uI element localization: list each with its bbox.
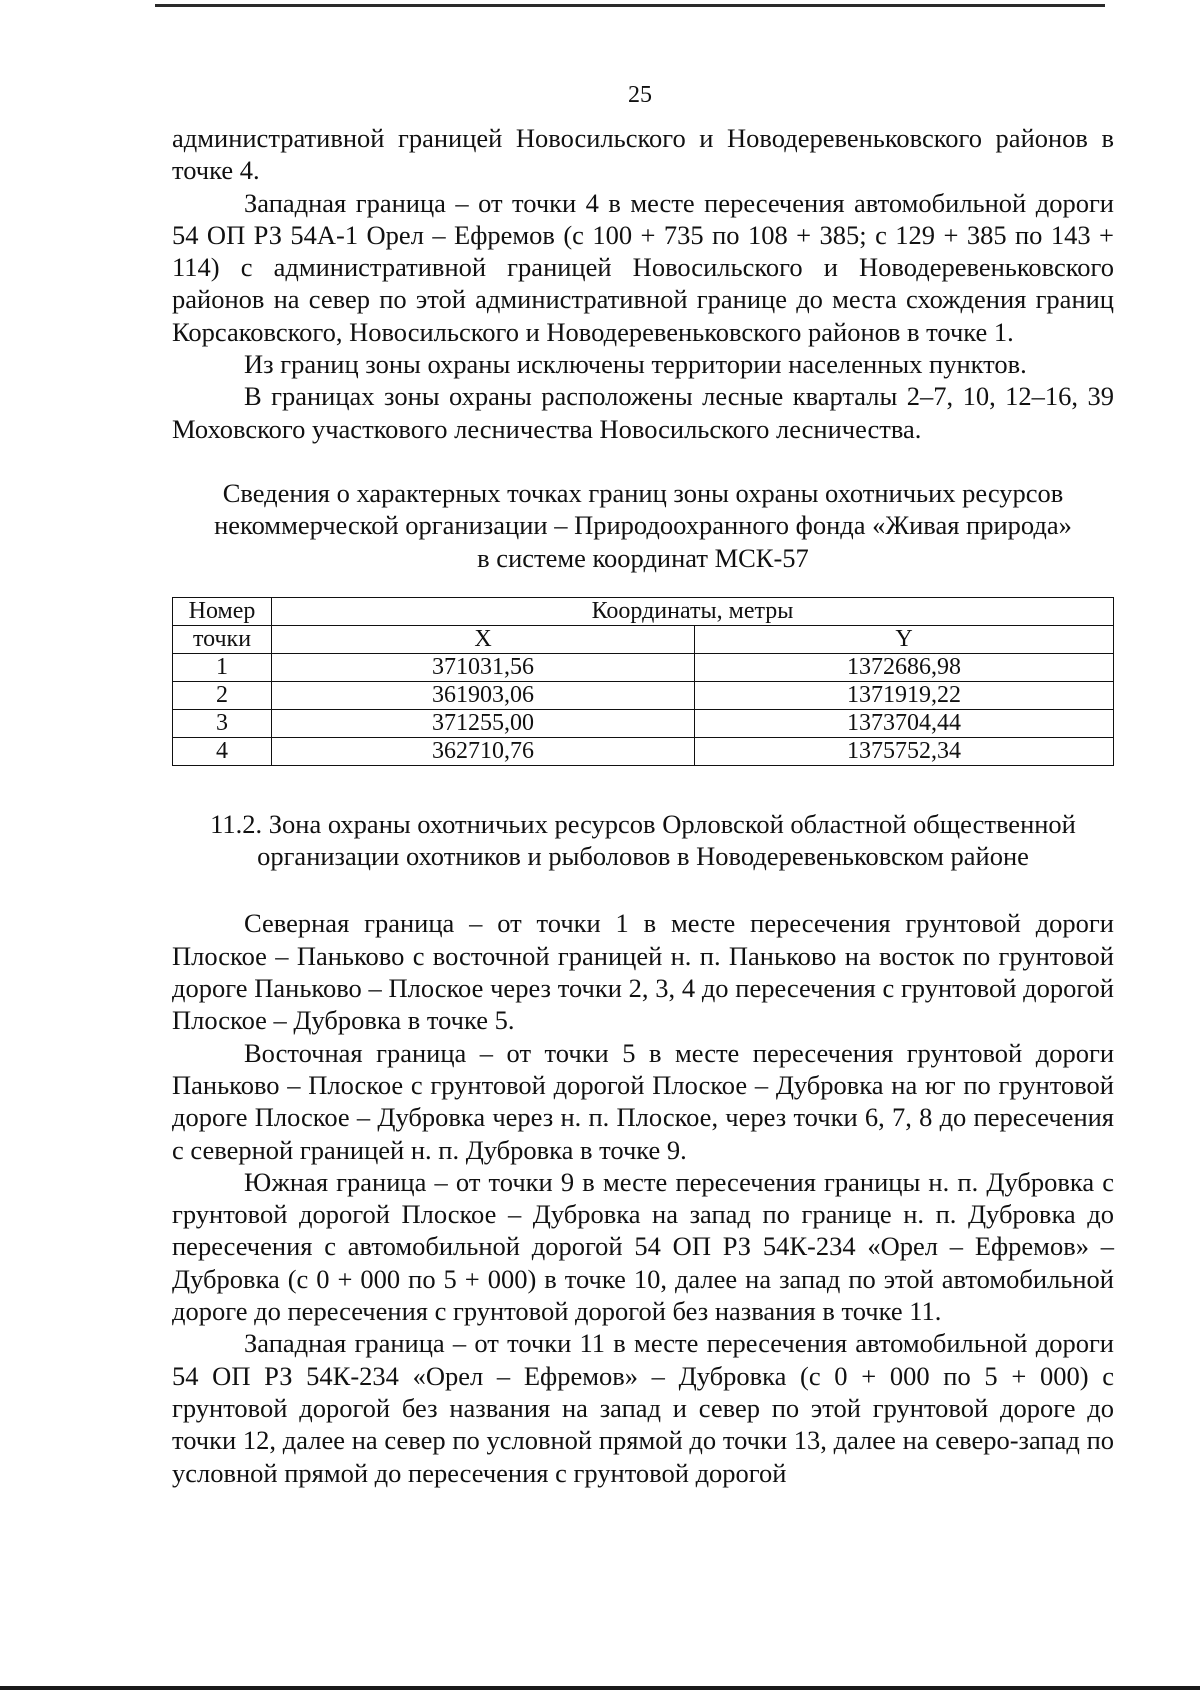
coordinates-table xyxy=(172,597,1114,766)
cell-y: 1375752,34 xyxy=(695,737,1114,765)
table-row xyxy=(173,681,1114,709)
cell-point-number: 4 xyxy=(173,737,272,765)
section-heading-line: организации охотников и рыболовов в Новодеревеньковском районе xyxy=(257,841,1029,872)
table-row xyxy=(173,737,1114,765)
bottom-scan-border xyxy=(0,1686,1200,1690)
table-header-row xyxy=(173,597,1114,625)
cell-x: 371031,56 xyxy=(272,653,695,681)
cell-x: 362710,76 xyxy=(272,737,695,765)
paragraph-southern-border: Южная граница – от точки 9 в месте пересечения границы н. п. Дубровка с грунтовой дорогой Плоское – Дубровка на запад по границе н. п. Дубровка до пересечения с автомобильной дорогой 54 ОП РЗ 54К-234 «Орел – Ефремов» – Дубровка (с 0 + 000 по 5 + 000) в точке 10, далее на запад по этой автомобильной дороге до пересечения с грунтовой дорогой без названия в точке 11. xyxy=(172,1166,1114,1327)
section-heading-line: 11.2. Зона охраны охотничьих ресурсов Орловской областной общественной xyxy=(210,808,1076,839)
top-scan-border xyxy=(155,4,1105,7)
cell-y: 1373704,44 xyxy=(695,709,1114,737)
paragraph-western-border: Западная граница – от точки 4 в месте пересечения автомобильной дороги 54 ОП РЗ 54А-1 Орел – Ефремов (с 100 + 735 по 108 + 385; с 129 + 385 по 143 + 114) с административной границей Новосильского и Новодеревеньковского районов на север по этой административной границе до места схождения границ Корсаковского, Новосильского и Новодеревеньковского районов в точке 1. xyxy=(172,187,1114,347)
header-point-number: Номер xyxy=(173,597,272,625)
cell-point-number: 3 xyxy=(173,709,272,737)
paragraph-forest-quarters: В границах зоны охраны расположены лесные кварталы 2–7, 10, 12–16, 39 Моховского участкового лесничества Новосильского лесничества. xyxy=(172,381,1114,444)
cell-x: 361903,06 xyxy=(272,681,695,709)
paragraph-exclusions: Из границ зоны охраны исключены территории населенных пунктов. xyxy=(244,349,1027,380)
paragraph-continuation: административной границей Новосильского и Новодеревеньковского районов в точке 4. xyxy=(172,123,1114,186)
section-heading xyxy=(172,808,1114,873)
table-heading-line: некоммерческой организации – Природоохранного фонда «Живая природа» xyxy=(214,510,1072,541)
table-header-row xyxy=(173,625,1114,653)
table-heading-line: Сведения о характерных точках границ зоны охраны охотничьих ресурсов xyxy=(222,477,1064,508)
cell-point-number: 2 xyxy=(173,681,272,709)
table-heading-line: в системе координат МСК-57 xyxy=(477,542,809,573)
document-body xyxy=(172,122,1114,1489)
header-y: Y xyxy=(695,625,1114,653)
table-heading xyxy=(172,477,1114,574)
header-x: X xyxy=(272,625,695,653)
cell-x: 371255,00 xyxy=(272,709,695,737)
header-coordinates: Координаты, метры xyxy=(272,597,1114,625)
cell-y: 1371919,22 xyxy=(695,681,1114,709)
cell-point-number: 1 xyxy=(173,653,272,681)
page-number: 25 xyxy=(628,82,652,108)
table-row xyxy=(173,709,1114,737)
paragraph-eastern-border: Восточная граница – от точки 5 в месте пересечения грунтовой дороги Паньково – Плоское с грунтовой дорогой Плоское – Дубровка на юг по грунтовой дороге Плоское – Дубровка через н. п. Плоское, через точки 6, 7, 8 до пересечения с северной границей н. п. Дубровка в точке 9. xyxy=(172,1037,1114,1165)
cell-y: 1372686,98 xyxy=(695,653,1114,681)
paragraph-northern-border: Северная граница – от точки 1 в месте пересечения грунтовой дороги Плоское – Паньково с восточной границей н. п. Паньково на восток по грунтовой дороге Паньково – Плоское через точки 2, 3, 4 до пересечения с грунтовой дорогой Плоское – Дубровка в точке 5. xyxy=(172,908,1114,1036)
paragraph-western-border-2: Западная граница – от точки 11 в месте пересечения автомобильной дороги 54 ОП РЗ 54К-234 «Орел – Ефремов» – Дубровка (с 0 + 000 по 5 + 000) с грунтовой дорогой без названия на запад и север по этой грунтовой дороге до точки 12, далее на север по условной прямой до точки 13, далее на северо-запад по условной прямой до пересечения с грунтовой дорогой xyxy=(172,1328,1114,1488)
header-point-number: точки xyxy=(173,625,272,653)
table-row xyxy=(173,653,1114,681)
